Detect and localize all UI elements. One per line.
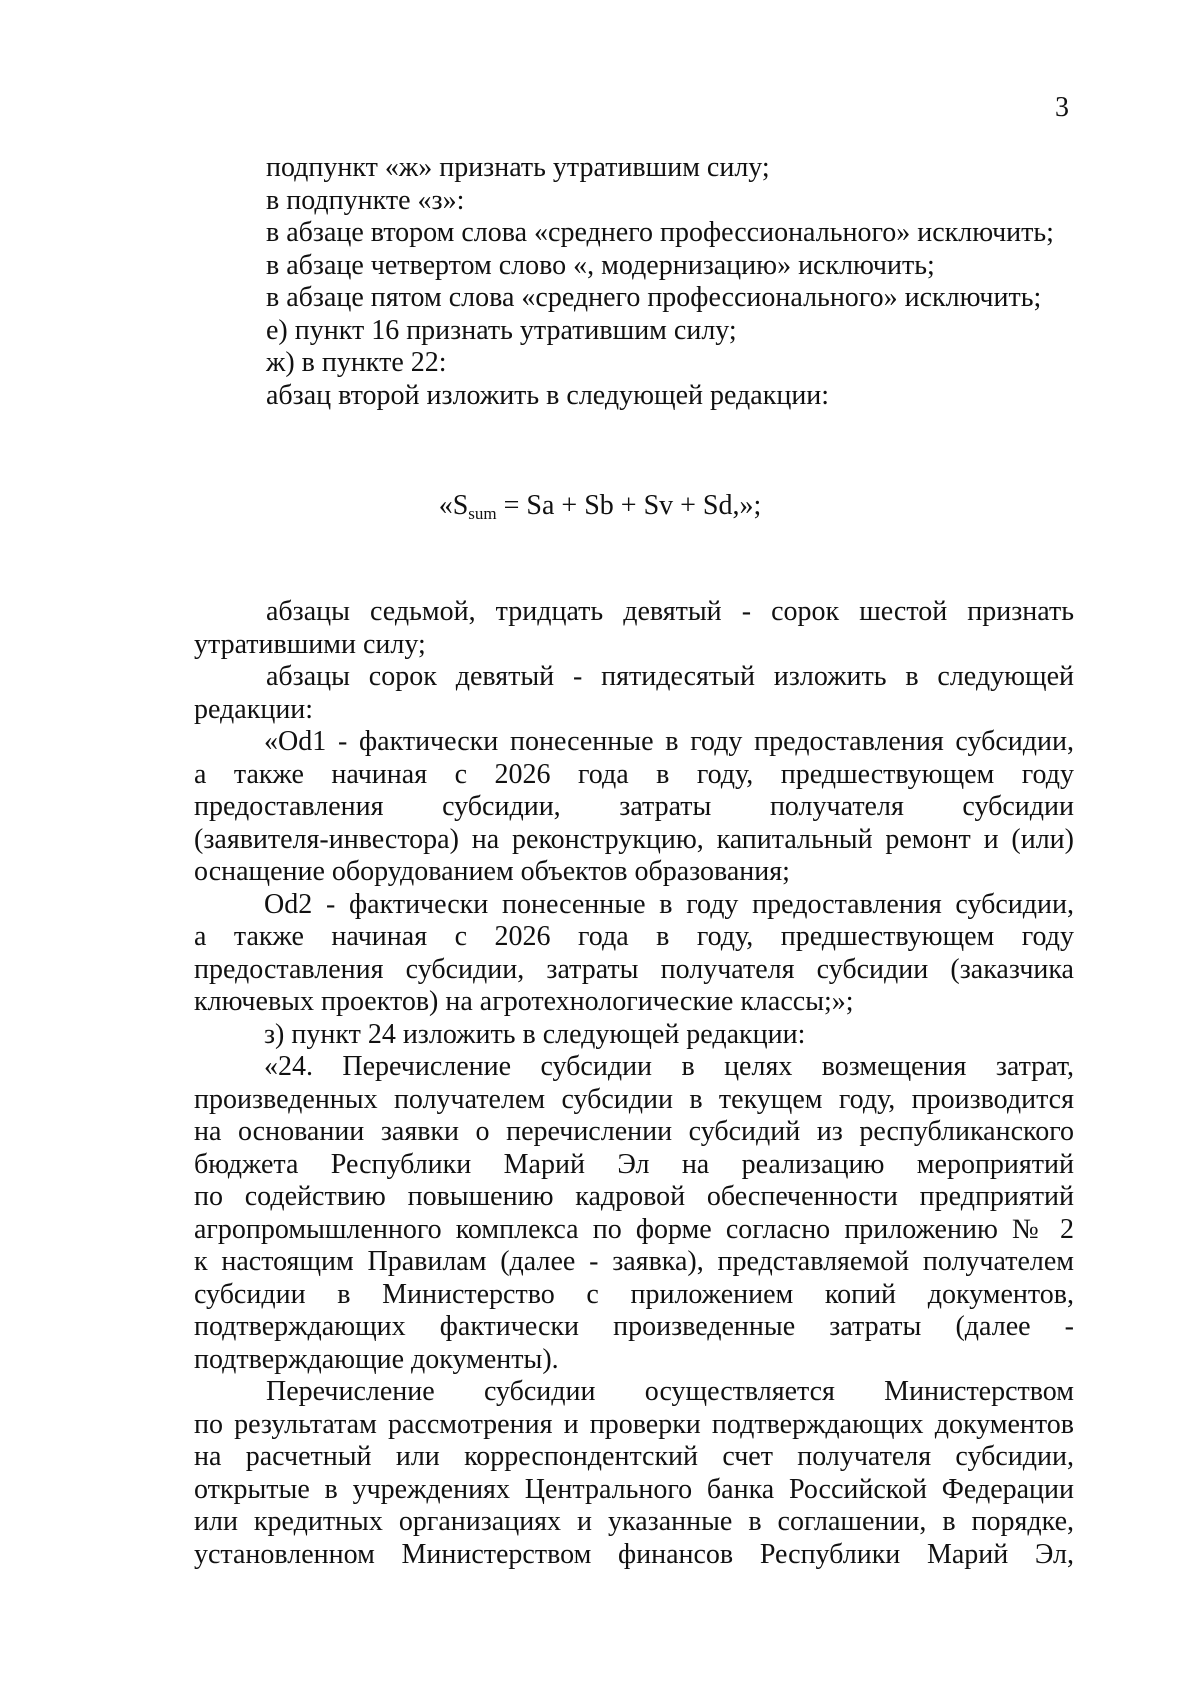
text-line: е) пункт 16 признать утратившим силу; bbox=[266, 314, 737, 346]
text-line: по результатам рассмотрения и проверки подтверждающих документов bbox=[194, 1408, 1074, 1440]
text-line: в подпункте «з»: bbox=[266, 184, 465, 216]
text-line: «Od1 - фактически понесенные в году предоставления субсидии, bbox=[264, 726, 1074, 757]
text-line: предоставления субсидии, затраты получателя субсидии (заказчика bbox=[194, 953, 1074, 985]
text-line: в абзаце пятом слова «среднего профессионального» исключить; bbox=[266, 282, 1042, 313]
text-line: к настоящим Правилам (далее - заявка), представляемой получателем bbox=[194, 1246, 1074, 1277]
text-line: абзацы седьмой, тридцать девятый - сорок шестой признать bbox=[266, 596, 1074, 627]
text-line: по содействию повышению кадровой обеспеченности предприятий bbox=[194, 1181, 1074, 1212]
formula bbox=[0, 490, 1200, 530]
text-line: оснащение оборудованием объектов образования; bbox=[194, 856, 790, 887]
text-line: (заявителя-инвестора) на реконструкцию, капитальный ремонт и (или) bbox=[194, 823, 1074, 855]
amendments-list bbox=[194, 152, 1074, 412]
formula-subscript: sum bbox=[468, 504, 497, 523]
text-line: на расчетный или корреспондентский счет получателя субсидии, bbox=[194, 1441, 1074, 1472]
text-line: ключевых проектов) на агротехнологические классы;»; bbox=[194, 986, 854, 1017]
text-line: в абзаце четвертом слово «, модернизацию» исключить; bbox=[266, 249, 935, 281]
document-body bbox=[194, 596, 1074, 1571]
text-line: Od2 - фактически понесенные в году предоставления субсидии, bbox=[264, 888, 1074, 920]
formula-rest: = Sa + Sb + Sv + Sd,»; bbox=[496, 490, 762, 521]
formula-open: «S bbox=[438, 490, 469, 521]
text-line: редакции: bbox=[194, 693, 314, 725]
text-line: а также начиная с 2026 года в году, предшествующем году bbox=[194, 921, 1074, 952]
text-line: субсидии в Министерство с приложением копий документов, bbox=[194, 1278, 1074, 1310]
text-line: установленном Министерством финансов Республики Марий Эл, bbox=[194, 1538, 1074, 1570]
text-line: «24. Перечисление субсидии в целях возмещения затрат, bbox=[264, 1051, 1074, 1082]
text-line: подтверждающих фактически произведенные затраты (далее - bbox=[194, 1311, 1074, 1342]
text-line: агропромышленного комплекса по форме согласно приложению № 2 bbox=[194, 1213, 1074, 1245]
text-line: или кредитных организациях и указанные в соглашении, в порядке, bbox=[194, 1506, 1074, 1537]
text-line: ж) в пункте 22: bbox=[266, 347, 447, 378]
text-line: в абзаце втором слова «среднего профессионального» исключить; bbox=[266, 217, 1054, 248]
text-line: предоставления субсидии, затраты получателя субсидии bbox=[194, 791, 1074, 822]
text-line: на основании заявки о перечислении субсидий из республиканского bbox=[194, 1116, 1074, 1147]
text-line: бюджета Республики Марий Эл на реализацию мероприятий bbox=[194, 1148, 1074, 1180]
text-line: з) пункт 24 изложить в следующей редакции: bbox=[264, 1018, 806, 1050]
text-line: Перечисление субсидии осуществляется Министерством bbox=[266, 1376, 1074, 1407]
text-line: а также начиная с 2026 года в году, предшествующем году bbox=[194, 758, 1074, 790]
text-line: открытые в учреждениях Центрального банка Российской Федерации bbox=[194, 1473, 1074, 1505]
page-number: 3 bbox=[1055, 92, 1069, 123]
text-line: утратившими силу; bbox=[194, 628, 426, 660]
text-line: абзацы сорок девятый - пятидесятый изложить в следующей bbox=[266, 661, 1074, 692]
text-line: подтверждающие документы). bbox=[194, 1343, 559, 1375]
text-line: подпункт «ж» признать утратившим силу; bbox=[266, 152, 770, 183]
text-line: произведенных получателем субсидии в текущем году, производится bbox=[194, 1083, 1074, 1115]
text-line: абзац второй изложить в следующей редакции: bbox=[266, 379, 830, 411]
